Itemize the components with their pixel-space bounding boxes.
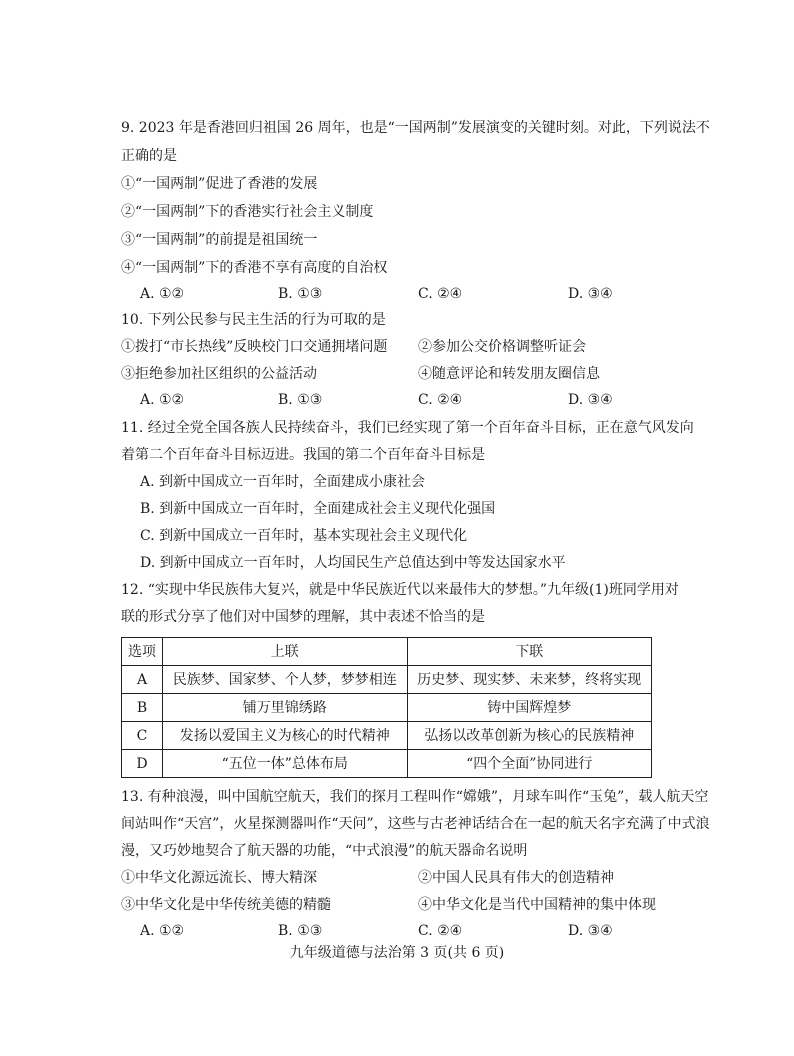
- q9-statement-1: ①“一国两制”促进了香港的发展: [121, 176, 318, 192]
- q11-option-a: A. 到新中国成立一百年时，全面建成小康社会: [140, 474, 426, 490]
- table-row: [122, 750, 652, 778]
- q9-option-c: C. ②④: [418, 286, 463, 302]
- page-footer: 九年级道德与法治第 3 页(共 6 页): [289, 945, 505, 961]
- q9-option-a: A. ①②: [140, 286, 185, 302]
- header-option: 选项: [122, 638, 163, 666]
- q10-statement-3: ③拒绝参加社区组织的公益活动: [121, 366, 317, 382]
- q9-option-b: B. ①③: [278, 286, 323, 302]
- q13-statement-2: ②中国人民具有伟大的创造精神: [418, 870, 614, 886]
- q10-statement-2: ②参加公交价格调整听证会: [418, 339, 586, 355]
- q9-statement-4: ④“一国两制”下的香港不享有高度的自治权: [121, 260, 388, 276]
- q10-option-a: A. ①②: [140, 392, 185, 408]
- row-lower: 弘扬以改革创新为核心的民族精神: [407, 722, 651, 750]
- q10-statement-4: ④随意评论和转发朋友圈信息: [418, 366, 600, 382]
- row-label: D: [122, 750, 163, 778]
- header-upper-line: 上联: [163, 638, 407, 666]
- q9-statement-2: ②“一国两制”下的香港实行社会主义制度: [121, 204, 374, 220]
- q13-statement-4: ④中华文化是当代中国精神的集中体现: [418, 897, 656, 913]
- table-header-row: [122, 638, 652, 666]
- row-label: A: [122, 666, 163, 694]
- q13-option-c: C. ②④: [418, 923, 463, 939]
- q12-stem-line2: 联的形式分享了他们对中国梦的理解，其中表述不恰当的是: [121, 609, 485, 625]
- q13-option-b: B. ①③: [278, 923, 323, 939]
- row-lower: 历史梦、现实梦、未来梦，终将实现: [407, 666, 651, 694]
- q13-stem-line1: 13. 有种浪漫，叫中国航空航天，我们的探月工程叫作“嫦娥”，月球车叫作“玉兔”，载人航天空: [121, 789, 709, 805]
- q13-option-a: A. ①②: [140, 923, 185, 939]
- q13-statement-3: ③中华文化是中华传统美德的精髓: [121, 897, 331, 913]
- q11-option-d: D. 到新中国成立一百年时，人均国民生产总值达到中等发达国家水平: [140, 555, 566, 571]
- couplet-table: [121, 637, 652, 778]
- row-lower: 铸中国辉煌梦: [407, 694, 651, 722]
- q11-option-b: B. 到新中国成立一百年时，全面建成社会主义现代化强国: [140, 501, 496, 517]
- row-label: C: [122, 722, 163, 750]
- row-upper: 铺万里锦绣路: [163, 694, 407, 722]
- row-label: B: [122, 694, 163, 722]
- q10-option-c: C. ②④: [418, 392, 463, 408]
- q10-option-d: D. ③④: [568, 392, 613, 408]
- q13-statement-1: ①中华文化源远流长、博大精深: [121, 870, 317, 886]
- row-upper: 发扬以爱国主义为核心的时代精神: [163, 722, 407, 750]
- row-lower: “四个全面”协同进行: [407, 750, 651, 778]
- q11-stem-line2: 着第二个百年奋斗目标迈进。我国的第二个百年奋斗目标是: [121, 447, 485, 463]
- q10-option-b: B. ①③: [278, 392, 323, 408]
- q9-statement-3: ③“一国两制”的前提是祖国统一: [121, 232, 318, 248]
- q10-statement-1: ①拨打“市长热线”反映校门口交通拥堵问题: [121, 339, 388, 355]
- q12-stem-line1: 12. “实现中华民族伟大复兴，就是中华民族近代以来最伟大的梦想。”九年级(1)班同学用对: [121, 582, 679, 598]
- q11-option-c: C. 到新中国成立一百年时，基本实现社会主义现代化: [140, 528, 468, 544]
- row-upper: “五位一体”总体布局: [163, 750, 407, 778]
- q13-stem-line2: 间站叫作“天宫”，火星探测器叫作“天问”，这些与古老神话结合在一起的航天名字充满了中式浪: [121, 816, 710, 832]
- q10-stem: 10. 下列公民参与民主生活的行为可取的是: [121, 312, 386, 328]
- q9-stem-line2: 正确的是: [121, 148, 177, 164]
- table-row: [122, 722, 652, 750]
- table-row: [122, 666, 652, 694]
- q9-stem-line1: 9. 2023 年是香港回归祖国 26 周年，也是“一国两制”发展演变的关键时刻。对此，下列说法不: [121, 120, 710, 136]
- q11-stem-line1: 11. 经过全党全国各族人民持续奋斗，我们已经实现了第一个百年奋斗目标，正在意气风发向: [121, 420, 694, 436]
- q13-stem-line3: 漫，又巧妙地契合了航天器的功能，“中式浪漫”的航天器命名说明: [121, 843, 528, 859]
- q13-option-d: D. ③④: [568, 923, 613, 939]
- q9-option-d: D. ③④: [568, 286, 613, 302]
- header-lower-line: 下联: [407, 638, 651, 666]
- table-row: [122, 694, 652, 722]
- row-upper: 民族梦、国家梦、个人梦，梦梦相连: [163, 666, 407, 694]
